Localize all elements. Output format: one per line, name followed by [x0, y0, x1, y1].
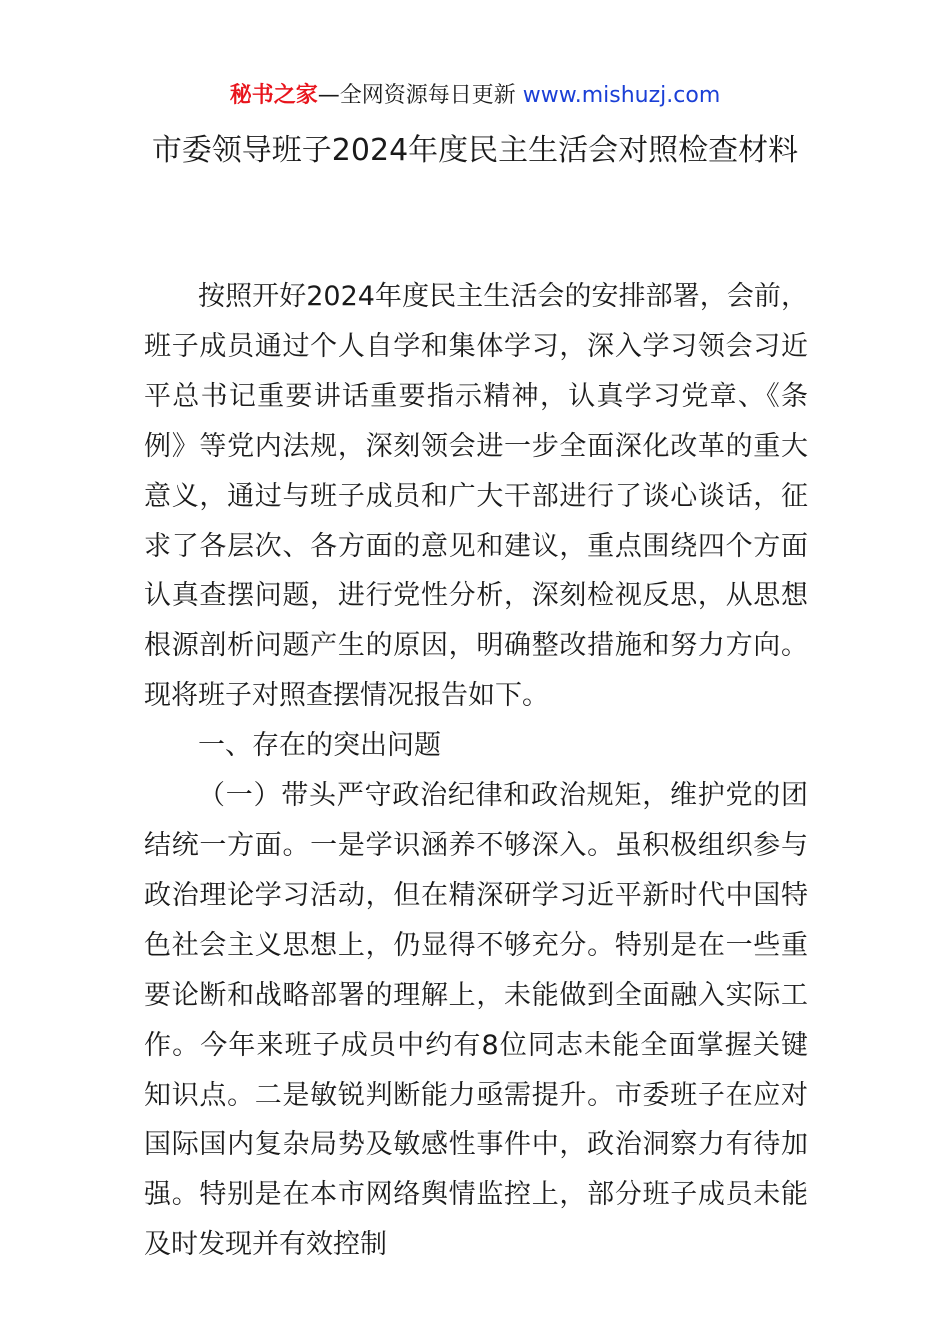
section-heading: 一、存在的突出问题	[198, 730, 441, 762]
site-brand: 秘书之家	[229, 83, 318, 108]
site-tagline: —全网资源每日更新	[317, 83, 516, 108]
site-url-link[interactable]: www.mishuzj.com	[522, 83, 721, 108]
document-title: 市委领导班子2024年度民主生活会对照检查材料	[151, 133, 799, 168]
document-body	[144, 272, 808, 1270]
intro-paragraph: 按照开好2024年度民主生活会的安排部署，会前，班子成员通过个人自学和集体学习，深入学习领会习近平总书记重要讲话重要指示精神，认真学习党章、《条例》等党内法规，深刻领会进一步全面深化改革的重大意义，通过与班子成员和广大干部进行了谈心谈话，征求了各层次、各方面的意见和建议，重点围绕四个方面认真查摆问题，进行党性分析，深刻检视反思，从思想根源剖析问题产生的原因，明确整改措施和努力方向。现将班子对照查摆情况报告如下。	[144, 281, 808, 712]
body-paragraph: （一）带头严守政治纪律和政治规矩，维护党的团结统一方面。一是学识涵养不够深入。虽积极组织参与政治理论学习活动，但在精深研学习近平新时代中国特色社会主义思想上，仍显得不够充分。特别是在一些重要论断和战略部署的理解上，未能做到全面融入实际工作。今年来班子成员中约有8位同志未能全面掌握关键知识点。二是敏锐判断能力亟需提升。市委班子在应对国际国内复杂局势及敏感性事件中，政治洞察力有待加强。特别是在本市网络舆情监控上，部分班子成员未能及时发现并有效控制	[144, 780, 808, 1261]
site-header	[0, 80, 950, 112]
